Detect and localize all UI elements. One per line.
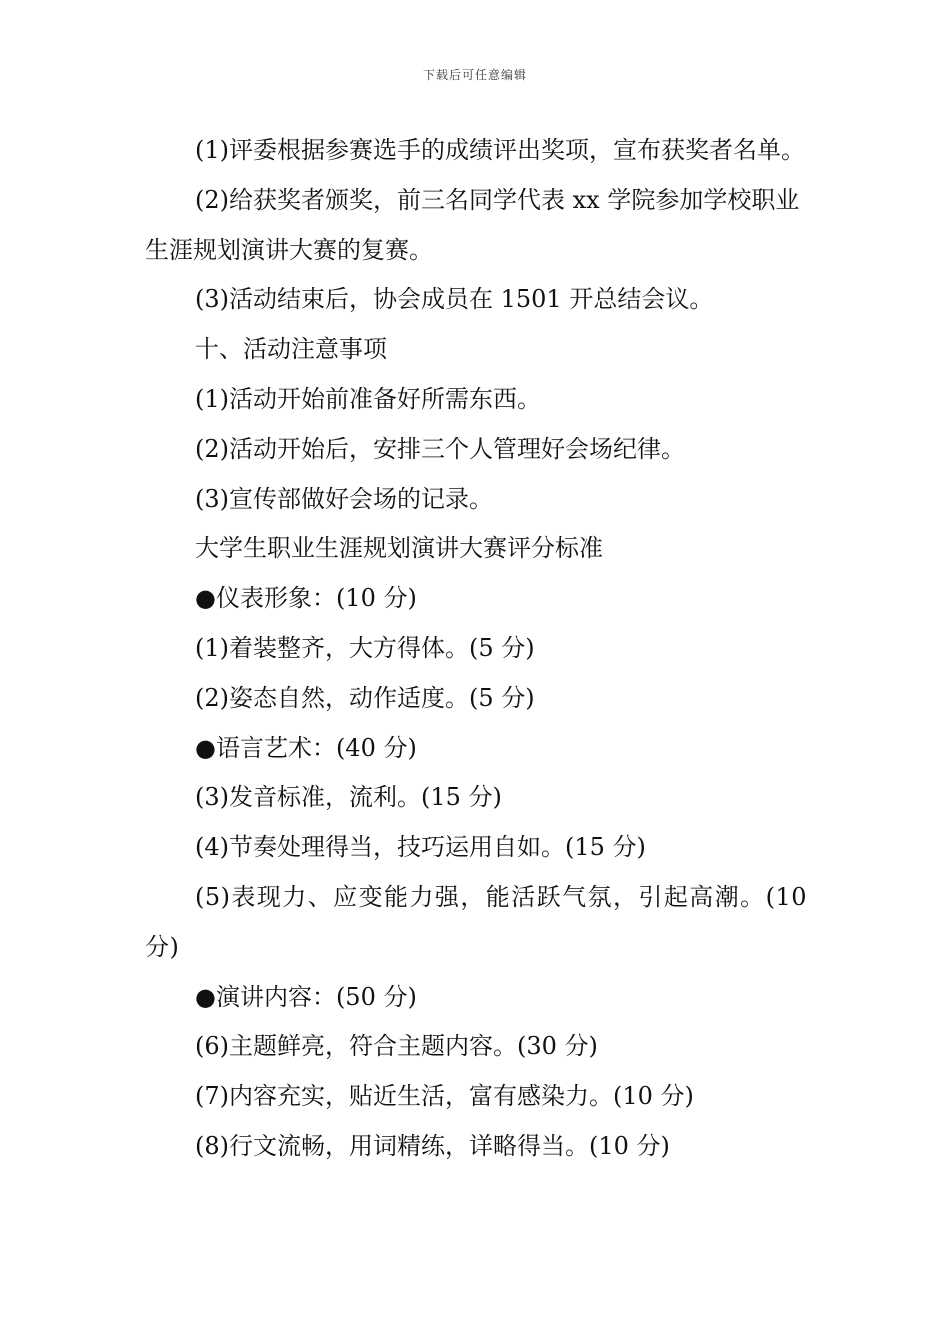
page-header: 下载后可任意编辑 [422, 68, 527, 82]
criteria-item-5: (5)表现力、应变能力强，能活跃气氛，引起高潮。(10 分) [145, 882, 807, 961]
criteria-item-8: (8)行文流畅，用词精练，详略得当。(10 分) [195, 1131, 670, 1160]
criteria-item-3: (3)发音标准，流利。(15 分) [195, 783, 502, 812]
criteria-item-6: (6)主题鲜亮，符合主题内容。(30 分) [195, 1032, 598, 1061]
criteria-item-7: (7)内容充实，贴近生活，富有感染力。(10 分) [195, 1082, 694, 1111]
section-heading-scoring: 大学生职业生涯规划演讲大赛评分标准 [195, 534, 603, 563]
criteria-item-2: (2)姿态自然，动作适度。(5 分) [195, 683, 535, 712]
criteria-heading-appearance: ●仪表形象：(10 分) [195, 584, 417, 613]
paragraph-award-ceremony: (2)给获奖者颁奖，前三名同学代表 xx 学院参加学校职业生涯规划演讲大赛的复赛。 [145, 185, 800, 264]
section-heading-notes: 十、活动注意事项 [195, 335, 387, 364]
paragraph-note-prepare: (1)活动开始前准备好所需东西。 [195, 384, 541, 413]
criteria-item-4: (4)节奏处理得当，技巧运用自如。(15 分) [195, 833, 646, 862]
paragraph-award-announcement: (1)评委根据参赛选手的成绩评出奖项，宣布获奖者名单。 [195, 136, 805, 164]
criteria-item-1: (1)着装整齐，大方得体。(5 分) [195, 633, 535, 662]
paragraph-note-record: (3)宣传部做好会场的记录。 [195, 484, 493, 513]
paragraph-note-discipline: (2)活动开始后，安排三个人管理好会场纪律。 [195, 434, 685, 463]
criteria-heading-content: ●演讲内容：(50 分) [195, 982, 417, 1011]
paragraph-summary-meeting: (3)活动结束后，协会成员在 1501 开总结会议。 [195, 285, 714, 314]
document-body [145, 126, 807, 1172]
criteria-heading-language: ●语言艺术：(40 分) [195, 733, 417, 762]
